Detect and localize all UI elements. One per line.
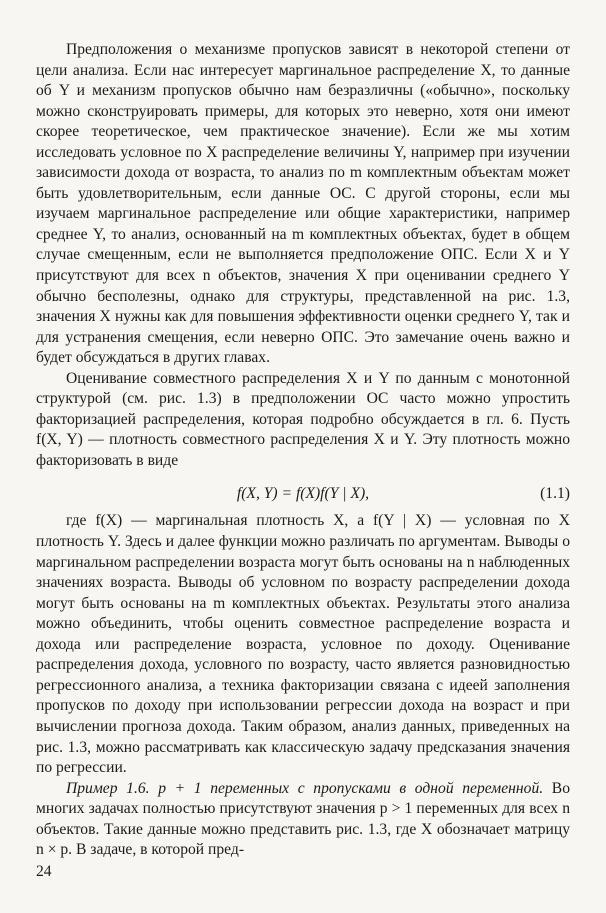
paragraph-after-equation: где f(X) — маргинальная плотность X, а f(Y | X) — условная по X плотность Y. Здесь и далее функции можно различать по аргументам. Выводы о маргинальном распределении возраста могут быть основаны на n наблюденных значениях возраста. Выводы об условном по возрасту распределении дохода могут быть основаны на m комплектных объектах. Результаты этого анализа можно объединить, чтобы оценить совместное распределение возраста и дохода или распределение возраста, условное по доходу. Оценивание распределения дохода, условного по возрасту, часто является разновидностью регрессионного анализа, а техника факторизации связана с идеей заполнения пропусков по доходу при использовании регрессии дохода на возраст и при вычислении прогноза дохода. Таким образом, анализ данных, приведенных на рис. 1.3, можно рассматривать как классическую задачу предсказания значения по регрессии. [36, 512, 570, 777]
equation-1-1 [36, 480, 570, 508]
example-1-6 [36, 779, 570, 861]
equation-text: f(X, Y) = f(X)f(Y | X), [236, 485, 370, 503]
equation-number: (1.1) [540, 485, 570, 503]
example-body: Во многих задачах полностью присутствуют значения p > 1 переменных для всех n объектов. Такие данные можно представить рис. 1.3, где X обозначает матрицу n × p. В задаче, в которой пред- [36, 779, 570, 859]
page-number: 24 [36, 863, 52, 880]
paragraph-missing-mechanism: Предположения о механизме пропусков зависят в некоторой степени от цели анализа. Если нас интересует маргинальное распределение X, то данные об Y и механизм пропусков обычно нам безразличны («обычно», поскольку можно сконструировать примеры, для которых это неверно, хотя они имеют скорее теоретическое, чем практическое значение). Если же мы хотим исследовать условное по X распределение величины Y, например при изучении зависимости дохода от возраста, то анализ по m комплектным объектам может быть удовлетворительным, если данные ОС. С другой стороны, если мы изучаем маргинальное распределение или общие характеристики, например среднее Y, то анализ, основанный на m комплектных объектах, будет в общем случае смещенным, если не выполняется предположение ОПС. Если X и Y присутствуют для всех n объектов, значения X при оценивании среднего Y обычно бесполезны, однако для структуры, представленной на рис. 1.3, значения X нужны как для повышения эффективности оценки среднего Y, так и для устранения смещения, если неверно ОПС. Это замечание очень важно и будет обсуждаться в других главах. [36, 41, 570, 367]
example-title: Пример 1.6. p + 1 переменных с пропусками в одной переменной. [66, 779, 544, 797]
paragraph-joint-distribution: Оценивание совместного распределения X и Y по данным с монотонной структурой (см. рис. 1.3) в предположении ОС часто можно упростить факторизацией распределения, которая подробно обсуждается в гл. 6. Пусть f(X, Y) — плотность совместного распределения X и Y. Эту плотность можно факторизовать в виде [36, 369, 570, 469]
